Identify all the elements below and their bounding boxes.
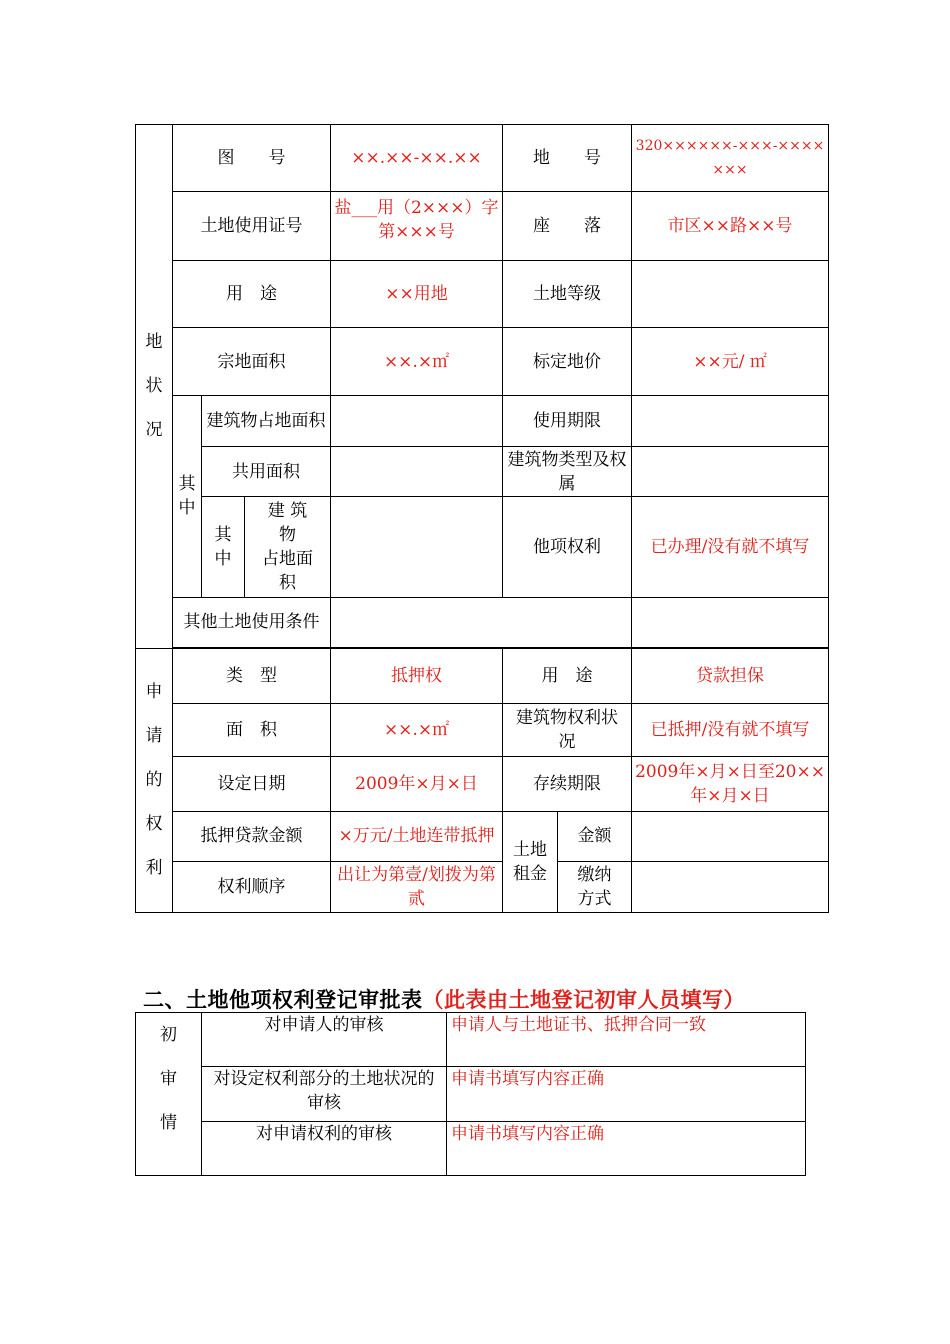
rights-area-value: ××.×㎡ xyxy=(331,703,503,756)
term-label: 使用期限 xyxy=(503,396,632,447)
other-conditions-extra xyxy=(632,597,829,647)
price-value: ××元/ ㎡ xyxy=(632,328,829,396)
shared-area-label: 共用面积 xyxy=(202,447,331,497)
review-row-label: 对申请人的审核 xyxy=(202,1013,447,1067)
amount-label: 金额 xyxy=(558,811,632,861)
order-value: 出让为第壹/划拨为第贰 xyxy=(331,861,503,912)
building-area-label: 建筑物占地面积 xyxy=(202,396,331,447)
tuhao-value: ××.××-××.×× xyxy=(331,125,503,192)
area-label: 宗地面积 xyxy=(173,328,331,396)
review-row-value: 申请书填写内容正确 xyxy=(447,1122,806,1176)
sub-building-label: 建 筑 物 占地面 积 xyxy=(245,497,331,597)
rights-side-label: 申 请 的 权 利 xyxy=(136,648,173,912)
review-row-label: 对申请权利的审核 xyxy=(202,1122,447,1176)
building-type-value xyxy=(632,447,829,497)
other-conditions-value xyxy=(331,597,632,647)
building-status-value: 已抵押/没有就不填写 xyxy=(632,703,829,756)
location-value: 市区××路××号 xyxy=(632,192,829,261)
location-label: 座 落 xyxy=(503,192,632,261)
loan-label: 抵押贷款金额 xyxy=(173,811,331,861)
review-row-value: 申请人与土地证书、抵押合同一致 xyxy=(447,1013,806,1067)
cert-value: 盐___用（2×××）字第×××号 xyxy=(334,198,499,243)
review-row-value: 申请书填写内容正确 xyxy=(447,1067,806,1122)
amount-value xyxy=(632,811,829,861)
other-rights-value: 已办理/没有就不填写 xyxy=(632,497,829,597)
dihao-label: 地 号 xyxy=(503,125,632,192)
land-status-side-label: 地 状 况 xyxy=(136,125,173,649)
duration-label: 存续期限 xyxy=(503,756,632,811)
cert-label: 土地使用证号 xyxy=(173,192,331,261)
order-label: 权利顺序 xyxy=(173,861,331,912)
review-row-label: 对设定权利部分的土地状况的审核 xyxy=(202,1067,447,1122)
payment-label: 缴纳 方式 xyxy=(558,861,632,912)
dihao-value: 320××××××-×××-××××××× xyxy=(632,125,829,192)
type-label: 类 型 xyxy=(173,648,331,703)
usage-value: ××用地 xyxy=(331,261,503,328)
building-area-value xyxy=(331,396,503,447)
use-label: 用 途 xyxy=(503,648,632,703)
sub-sub-label: 其 中 xyxy=(202,497,245,597)
payment-value xyxy=(632,861,829,912)
section2-title: 二、土地他项权利登记审批表 xyxy=(143,987,423,1012)
section2-heading xyxy=(143,984,745,1014)
other-rights-label: 他项权利 xyxy=(503,497,632,597)
section2-note: （此表由土地登记初审人员填写） xyxy=(422,987,745,1012)
grade-value xyxy=(632,261,829,328)
rent-label: 土地 租金 xyxy=(503,811,558,912)
term-value xyxy=(632,396,829,447)
other-conditions-label: 其他土地使用条件 xyxy=(173,597,331,647)
tuhao-label: 图 号 xyxy=(173,125,331,192)
sub-building-value xyxy=(331,497,503,597)
rights-area-label: 面 积 xyxy=(173,703,331,756)
date-value: 2009年×月×日 xyxy=(331,756,503,811)
date-label: 设定日期 xyxy=(173,756,331,811)
type-value: 抵押权 xyxy=(331,648,503,703)
use-value: 贷款担保 xyxy=(632,648,829,703)
area-value: ××.×㎡ xyxy=(331,328,503,396)
building-type-label: 建筑物类型及权属 xyxy=(503,447,632,497)
sub-label: 其 中 xyxy=(173,396,202,597)
cert-value-cell xyxy=(331,192,503,261)
usage-label: 用 途 xyxy=(173,261,331,328)
loan-value: ×万元/土地连带抵押 xyxy=(331,811,503,861)
building-status-label: 建筑物权利状 况 xyxy=(503,703,632,756)
land-rights-table xyxy=(135,124,829,913)
shared-area-value xyxy=(331,447,503,497)
approval-table xyxy=(135,1012,806,1176)
duration-value: 2009年×月×日至20××年×月×日 xyxy=(632,756,829,811)
grade-label: 土地等级 xyxy=(503,261,632,328)
price-label: 标定地价 xyxy=(503,328,632,396)
initial-review-side-label: 初 审 情 xyxy=(136,1013,202,1176)
